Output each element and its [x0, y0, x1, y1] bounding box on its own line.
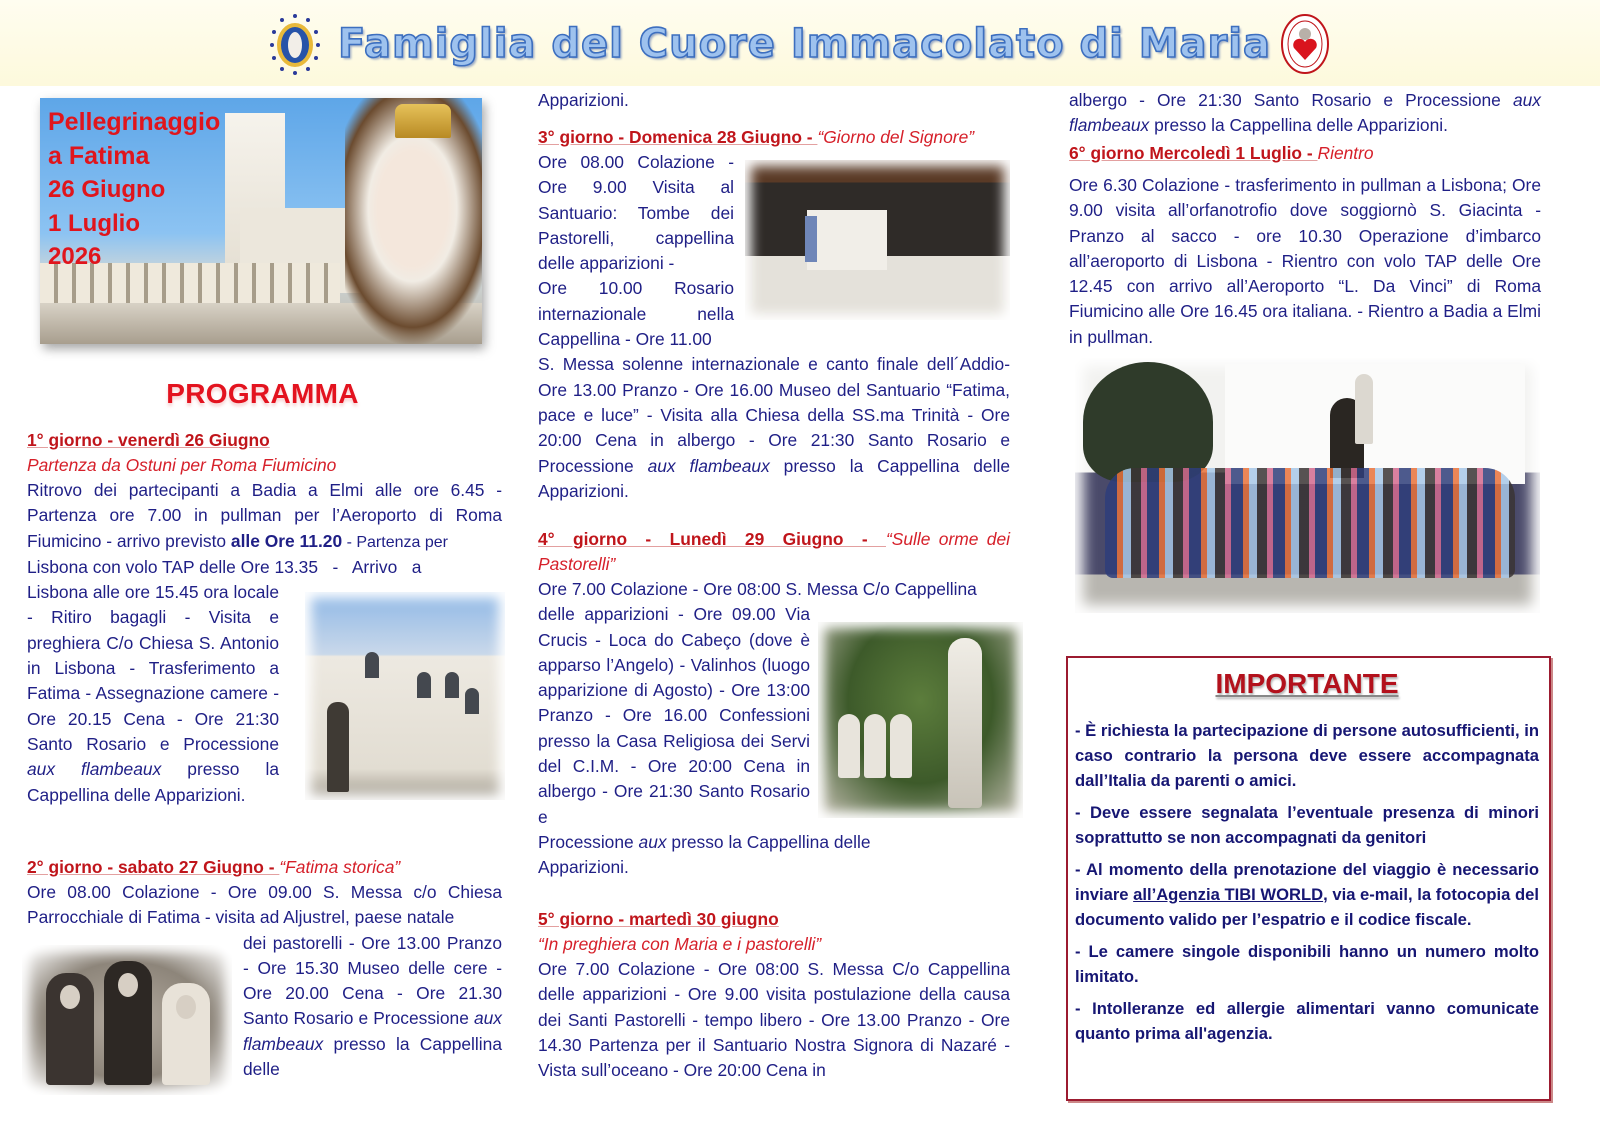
child-statue: [890, 714, 912, 778]
day-6-section: [1069, 141, 1541, 350]
hero-caption: [48, 106, 220, 274]
day-2-text-c: Apparizioni.: [538, 90, 629, 110]
angel-statue: [948, 638, 982, 808]
importante-item-3: - Al momento della prenotazione del viaggio è necessario inviare all’Agenzia TIBI WORLD, via e-mail, la fotocopia del documento valido per l’espatrio e il codice fiscale.: [1075, 860, 1539, 929]
day-4-text-a: Ore 7.00 Colazione - Ore 08:00 S. Messa C/o Cappellina: [538, 579, 977, 599]
day-6-text: Ore 6.30 Colazione - trasferimento in pullman a Lisbona; Ore 9.00 visita all’orfanotrofio dove soggiornò S. Giacinta - Pranzo al sacco - ore 10.30 Operazione d’imbarco all’aeroporto di Lisbona - Rientro con volo TAP delle Ore 12.45 con arrivo all’Aeroporto “L. Da Vinci” di Roma Fiumicino alle Ore 16.45 ora italiana. - Rientro a Badia a Elmi in pullman.: [1069, 175, 1541, 347]
day-2-text-a: Ore 08.00 Colazione - Ore 09.00 S. Messa c/o Chiesa Parrocchiale di Fatima - visita ad Aljustrel, paese natale: [27, 882, 502, 928]
day-6-heading: 6° giorno Mercoledì 1 Luglio - Rientro: [1069, 143, 1374, 163]
day-2-text-b: dei pastorelli - Ore 13.00 Pranzo - Ore 15.30 Museo delle cere - Ore 20.00 Cena - Ore 21.30 Santo Rosario e Processione aux flambeaux presso la Cappellina delle: [243, 932, 502, 1080]
hero-line-3: 26 Giugno: [48, 176, 166, 204]
day-3-text-b: Ore 10.00 Rosario internazionale nella Cappellina - Ore 11.00: [538, 278, 734, 350]
hero-line-4: 1 Luglio: [48, 209, 140, 237]
spacer: [1075, 700, 1539, 718]
sacred-heart-seal-icon: [1280, 12, 1330, 76]
photo-three-shepherd-children: [22, 945, 232, 1095]
importante-title: IMPORTANTE: [1215, 668, 1399, 699]
child-statue: [864, 714, 886, 778]
day-3-text-c: S. Messa solenne internazionale e canto finale dell´Addio- Ore 13.00 Pranzo - Ore 16.00 Museo del Santuario “Fatima, pace e luce” - Visita alla Chiesa della SS.ma Trinità - Ore 20:00 Cena in albergo - Ore 21:30 Santo Rosario e Processione aux flambeaux presso la Cappellina delle Apparizioni.: [538, 354, 1010, 501]
chapel-wall: [807, 210, 887, 270]
madonna-seal-icon: [268, 12, 322, 76]
day-1-text-a: Ritrovo dei partecipanti a Badia a Elmi alle ore 6.45 - Partenza ore 7.00 in pullman per l’Aeroporto di Roma Fiumicino - arrivo previsto alle Ore 11.20 - Partenza per: [27, 480, 502, 551]
statue: [327, 702, 349, 792]
window: [465, 688, 479, 714]
day-3-heading: 3° giorno - Domenica 28 Giugno - “Giorno del Signore”: [538, 127, 975, 147]
day-1-text-b: Lisbona con volo TAP delle Ore 13.35 - Arrivo a: [27, 556, 422, 577]
importante-item-1: - È richiesta la partecipazione di persone autosufficienti, in caso contrario la persona deve essere accompagnata dall’Italia da parenti o amici.: [1075, 721, 1539, 790]
photo-cappellina-apparizioni: [745, 160, 1010, 320]
day-4-text-b: delle apparizioni - Ore 09.00 Via Crucis - Loca do Cabeço (dove è apparso l’Angelo) - Valinhos (luogo apparizione di Agosto) - Ore 13:00 Pranzo - Ore 16.00 Confessioni presso la Casa Religiosa dei Servi del C.I.M. - Ore 20:00 Cena in albergo - Ore 21:30 Santo Rosario e: [538, 604, 810, 827]
day-3-text-a: Ore 08.00 Colazione - Ore 9.00 Visita al Santuario: Tombe dei Pastorelli, cappellina delle apparizioni -: [538, 152, 734, 274]
photo-loca-do-cabeco: [818, 622, 1023, 818]
programma-heading: PROGRAMMA: [166, 378, 359, 409]
header-banner: [0, 0, 1600, 86]
day-1-text-c: Lisbona alle ore 15.45 ora locale - Ritiro bagagli - Visita e preghiera C/o Chiesa S. Antonio in Lisbona - Trasferimento a Fatima - Assegnazione camere - Ore 20.15 Cena - Ore 21:30 Santo Rosario e Processione aux flambeaux presso la Cappellina delle Apparizioni.: [27, 582, 280, 805]
day-1-subtitle: Partenza da Ostuni per Roma Fiumicino: [27, 455, 337, 475]
importante-box: [1066, 656, 1551, 1101]
day-1-heading: 1° giorno - venerdì 26 Giugno: [27, 430, 270, 450]
face: [176, 995, 196, 1019]
face: [118, 973, 138, 997]
day-5-text-b: albergo - Ore 21:30 Santo Rosario e Processione aux flambeaux presso la Cappellina delle Apparizioni.: [1069, 90, 1541, 136]
hero-line-1: Pellegrinaggio: [48, 108, 221, 136]
day-2-heading: 2° giorno - sabato 27 Giugno - “Fatima storica”: [27, 857, 401, 877]
window: [365, 652, 379, 678]
photo-pilgrim-group: [1075, 358, 1540, 613]
child-statue: [838, 714, 860, 778]
face: [60, 985, 80, 1009]
day-5-section: [538, 907, 1010, 1083]
crown: [395, 104, 451, 138]
window: [445, 672, 459, 698]
day-2-continuation: [538, 88, 1010, 113]
agency-link[interactable]: all’Agenzia TIBI WORLD: [1133, 885, 1324, 904]
statue: [1355, 374, 1373, 444]
day-4-heading: 4° giorno - Lunedì 29 Giugno - “Sulle orme dei Pastorelli”: [538, 529, 1010, 574]
day-4-text-c: Processione aux presso la Cappellina delle: [538, 831, 871, 852]
day-5-continuation: [1069, 88, 1541, 139]
hero-image-fatima: [40, 98, 482, 344]
importante-item-2: - Deve essere segnalata l’eventuale presenza di minori soprattutto se non accompagnati da genitori: [1075, 803, 1539, 847]
window: [417, 672, 431, 698]
importante-item-5: - Intolleranze ed allergie alimentari vanno comunicate quanto prima all'agenzia.: [1075, 999, 1539, 1043]
day-5-text-a: Ore 7.00 Colazione - Ore 08:00 S. Messa C/o Cappellina delle apparizioni - Ore 9.00 visita postulazione della causa dei Santi Pastorelli - tempo libero - Ore 13.00 Pranzo - Ore 14.30 Partenza per il Santuario Nostra Signora di Nazaré - Vista sull’oceano - Ore 20:00 Cena in: [538, 959, 1010, 1081]
church-facade: [1225, 364, 1525, 484]
photo-chiesa-sant-antonio: [305, 592, 505, 800]
organization-title: Famiglia del Cuore Immacolato di Maria: [338, 21, 1271, 67]
day-5-heading: 5° giorno - martedì 30 giugno: [538, 909, 779, 929]
hero-line-5: 2026: [48, 243, 102, 271]
pilgrim-crowd: [1105, 468, 1515, 578]
statue: [805, 216, 817, 262]
tree: [1083, 362, 1213, 482]
hero-line-2: a Fatima: [48, 141, 150, 170]
day-5-subtitle: “In preghiera con Maria e i pastorelli”: [538, 934, 822, 954]
importante-item-4: - Le camere singole disponibili hanno un numero molto limitato.: [1075, 942, 1539, 986]
day-4-text-d: Apparizioni.: [538, 857, 629, 878]
